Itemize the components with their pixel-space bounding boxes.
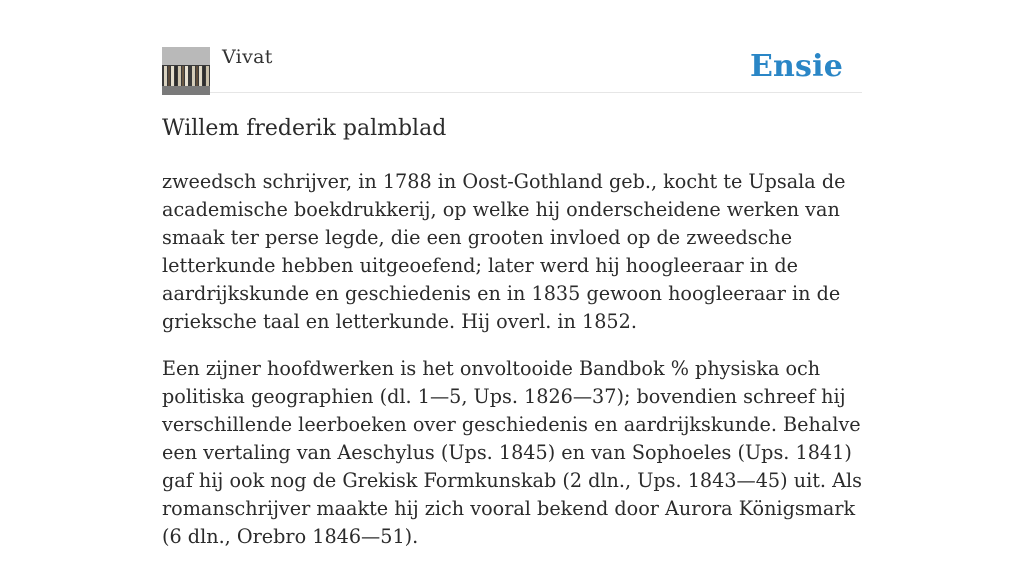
brand-logo[interactable]: Ensie	[749, 49, 843, 84]
bookshelf-avatar-icon	[162, 47, 210, 95]
article-paragraph: zweedsch schrijver, in 1788 in Oost-Gothland geb., kocht te Upsala de academische boekdrukkerij, op welke hij onderscheidene werken van smaak ter perse legde, die een grooten invloed op de zweedsche letterkunde hebben uitgeoefend; later werd hij hoogleeraar in de aardrijkskunde en geschiedenis en in 1835 gewoon hoogleeraar in de grieksche taal en letterkunde. Hij overl. in 1852.	[162, 170, 846, 333]
article-paragraph: Een zijner hoofdwerken is het onvoltooide Bandbok % physiska och politiska geographien (dl. 1—5, Ups. 1826—37); bovendien schreef hij verschillende leerboeken over geschiedenis en aardrijkskunde. Behalve een vertaling van Aeschylus (Ups. 1845) en van Sophoeles (Ups. 1841) gaf hij ook nog de Grekisk Formkunskab (2 dln., Ups. 1843—45) uit. Als romanschrijver maakte hij zich vooral bekend door Aurora Königsmark (6 dln., Orebro 1846—51).	[162, 357, 862, 548]
page-title: Willem frederik palmblad	[162, 116, 447, 141]
page	[162, 0, 862, 548]
header	[162, 0, 862, 93]
author-name[interactable]: Vivat	[222, 46, 273, 68]
article-body	[162, 168, 862, 570]
avatar[interactable]	[162, 47, 210, 95]
